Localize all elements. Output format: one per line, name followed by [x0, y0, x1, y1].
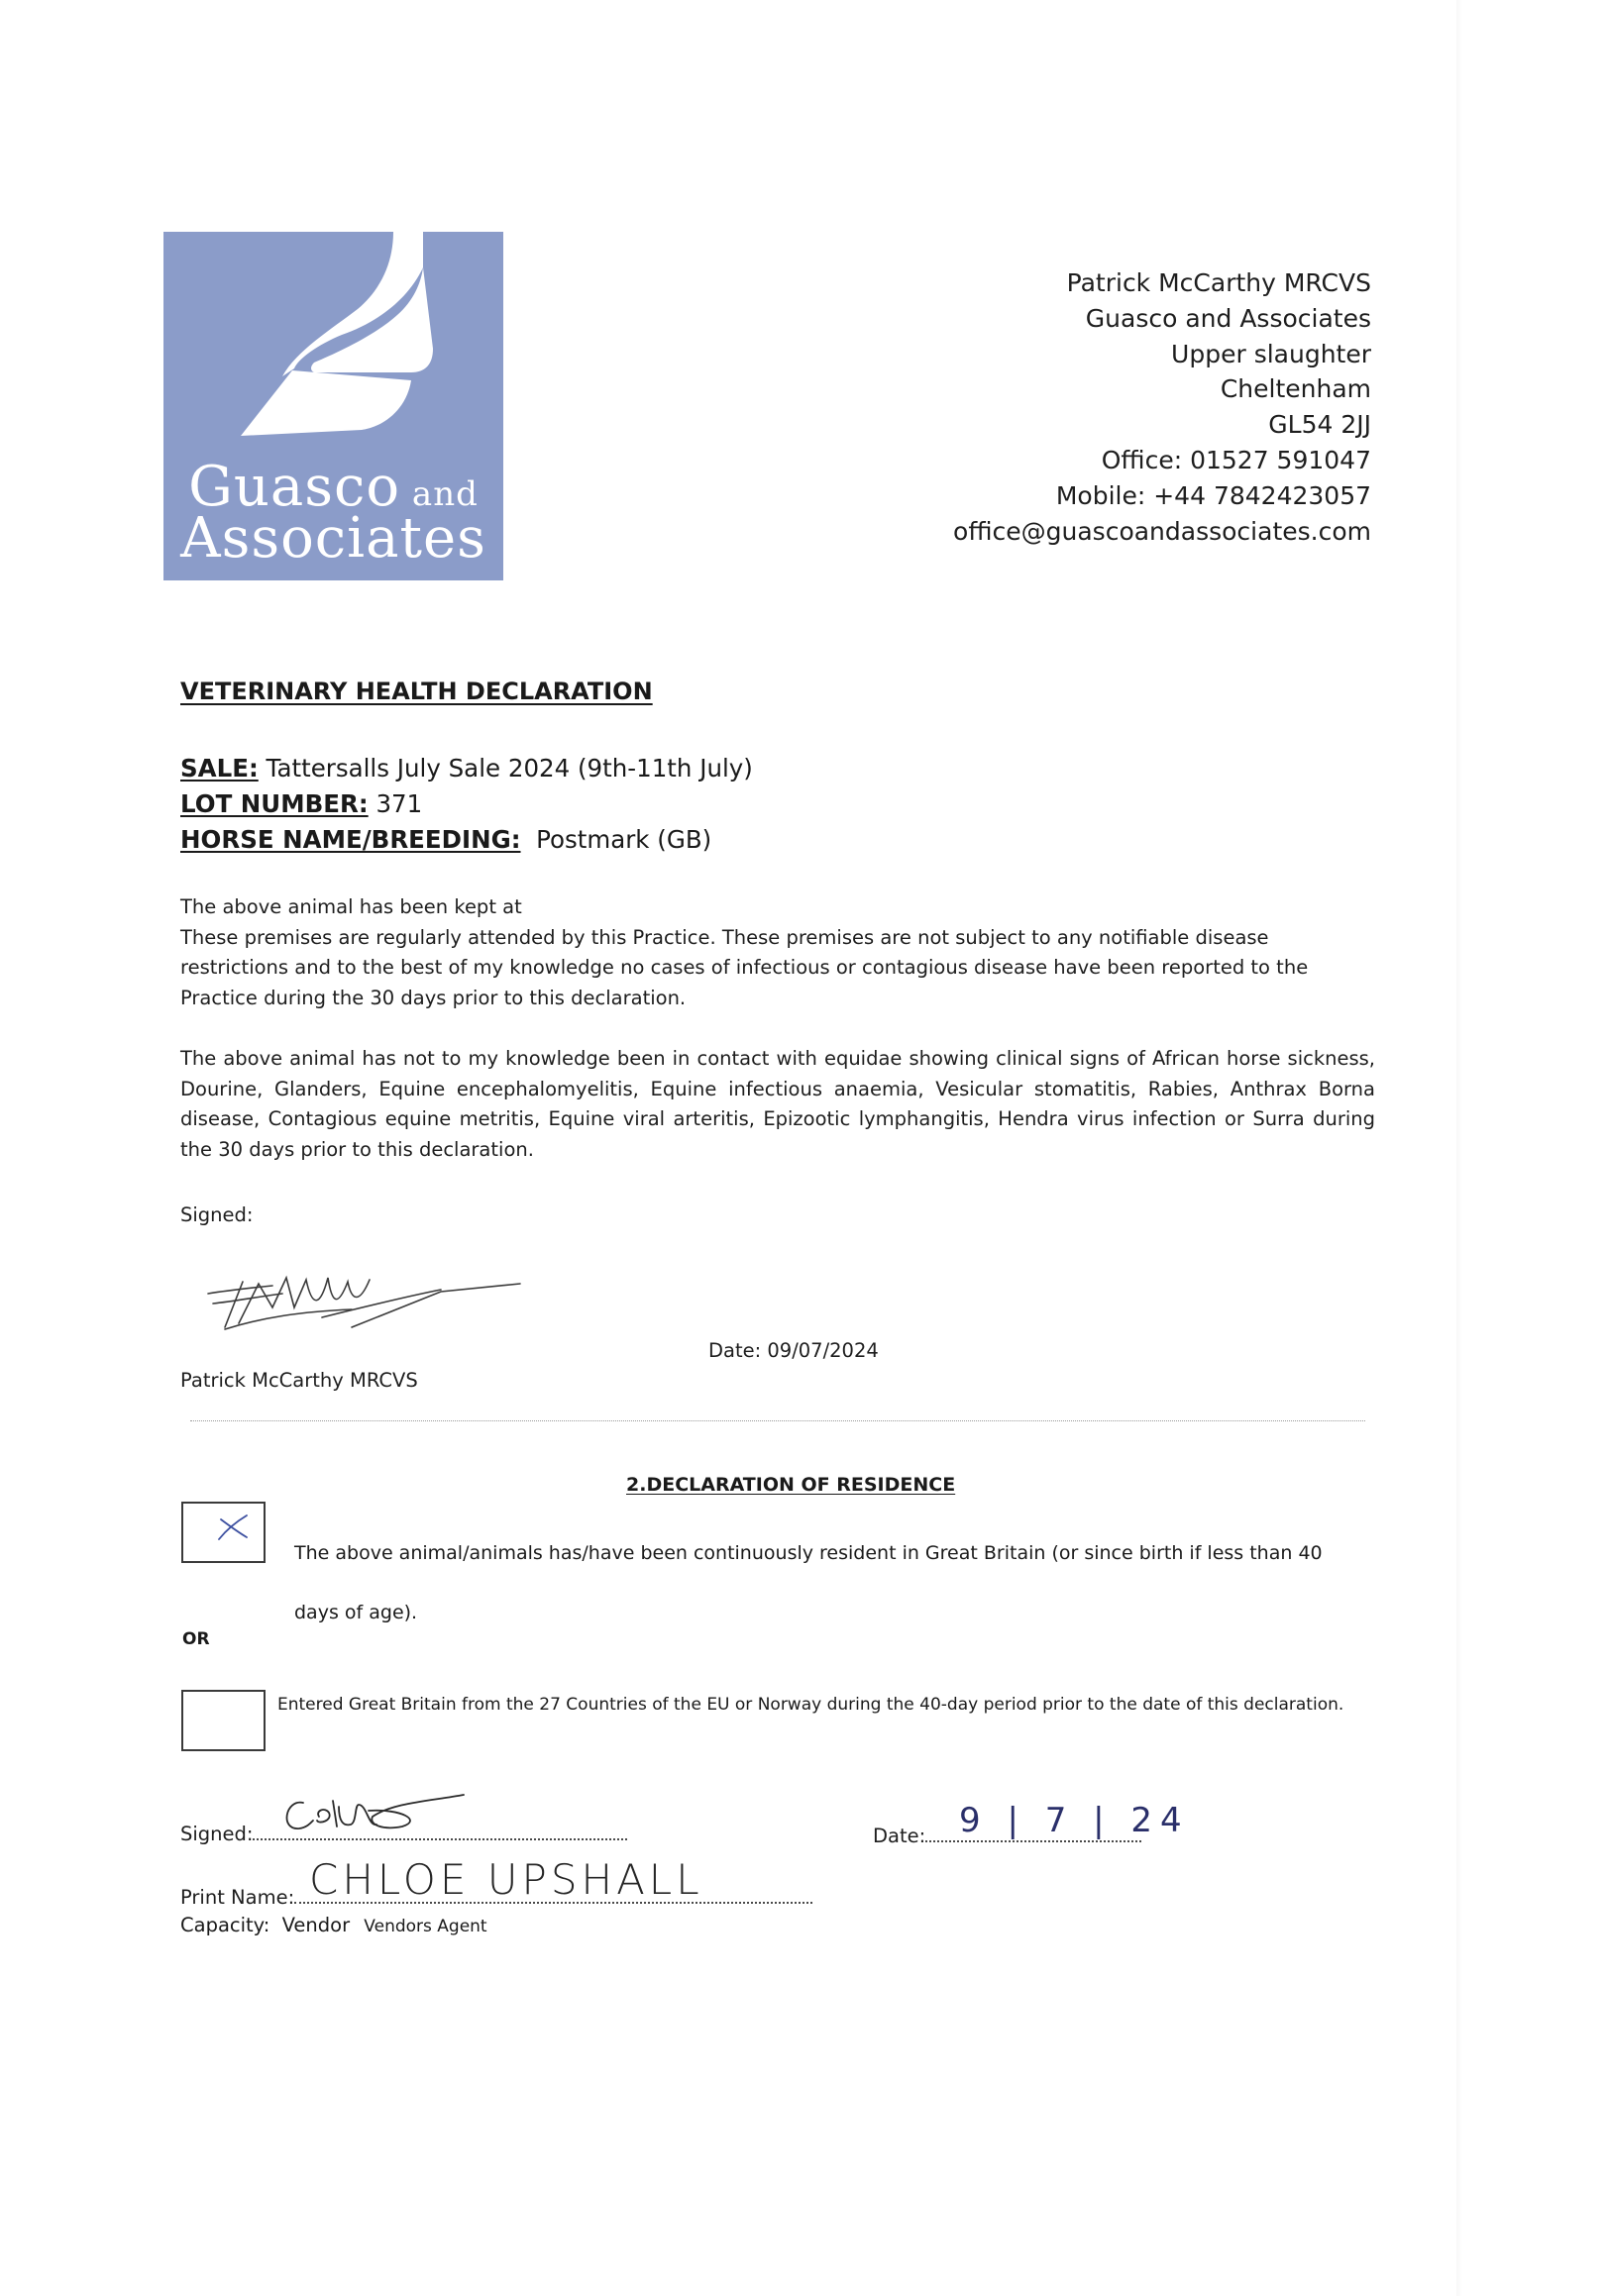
company-logo — [163, 232, 503, 580]
address-line: Cheltenham — [1220, 374, 1371, 404]
resident-option-line2: days of age). — [294, 1602, 418, 1623]
entered-checkbox[interactable] — [181, 1690, 266, 1751]
contact-paragraph — [180, 1044, 1375, 1165]
kept-at-text: The above animal has been kept at — [180, 895, 522, 918]
address-line: Patrick McCarthy MRCVS — [1066, 268, 1371, 297]
horse-row: HORSE NAME/BREEDING: Postmark (GB) — [180, 825, 712, 854]
vet-signature — [203, 1268, 530, 1347]
address-line: Guasco and Associates — [1085, 303, 1371, 333]
resident-option-line1: The above animal/animals has/have been continuously resident in Great Britain (or since birth if less than 40 — [294, 1542, 1323, 1564]
sale-details — [180, 751, 753, 858]
premises-text: These premises are regularly attended by this Practice. These premises are not subject to any notifiable disease restrictions and to the best of my knowledge no cases of infectious or contagious disease have been reported to the Practice during the 30 days prior to this declaration. — [180, 925, 1309, 1009]
capacity-label: Capacity: — [180, 1914, 270, 1936]
address-line: office@guascoandassociates.com — [953, 516, 1371, 546]
practice-address — [953, 265, 1371, 549]
address-line: Mobile: +44 7842423057 — [1055, 480, 1371, 510]
logo-text-line1: Guasco and — [188, 455, 479, 519]
vet-signed-label: Signed: — [180, 1203, 254, 1226]
document-title: VETERINARY HEALTH DECLARATION — [180, 678, 653, 705]
sale-row: SALE: Tattersalls July Sale 2024 (9th-11th July) — [180, 754, 753, 783]
vet-name: Patrick McCarthy MRCVS — [180, 1369, 418, 1392]
print-name-label: Print Name: — [180, 1886, 295, 1909]
section-divider — [190, 1420, 1365, 1421]
vet-date: Date: 09/07/2024 — [708, 1339, 879, 1362]
lot-row: LOT NUMBER: 371 — [180, 789, 423, 818]
vendor-date-handwritten: 9 | 7 | 24 — [959, 1801, 1190, 1840]
vendor-signed-label: Signed: — [180, 1823, 254, 1845]
capacity-agent: Vendors Agent — [364, 1917, 487, 1936]
check-x-icon — [183, 1504, 264, 1561]
address-line: Upper slaughter — [1171, 339, 1371, 368]
vendor-date-label: Date: — [873, 1825, 926, 1847]
or-label: OR — [182, 1629, 210, 1649]
residence-title: 2.DECLARATION OF RESIDENCE — [626, 1474, 956, 1496]
entered-option-text: Entered Great Britain from the 27 Countries of the EU or Norway during the 40-day period prior to the date of this declaration. — [277, 1695, 1344, 1715]
contact-text: The above animal has not to my knowledge been in contact with equidae showing clinical signs of African horse sickness, Dourine, Glanders, Equine encephalomyelitis, Equine infectious anaemia, Vesicular stomatitis, Rabies, Anthrax Borna disease, Contagious equine metritis, Equine viral arteritis, Epizootic lymphangitis, Hendra virus infection or Surra during the 30 days prior to this declaration. — [180, 1047, 1375, 1161]
print-name-handwritten: CHLOE UPSHALL — [309, 1855, 703, 1904]
vendor-signature — [273, 1791, 472, 1840]
capacity-row — [180, 1914, 487, 1936]
page-edge-shadow — [1456, 0, 1462, 2296]
resident-checkbox[interactable] — [181, 1502, 266, 1563]
logo-text-line2: Associates — [180, 506, 486, 571]
address-line: Office: 01527 591047 — [1101, 445, 1371, 474]
premises-paragraph — [180, 892, 1375, 1013]
address-line: GL54 2JJ — [1268, 410, 1371, 440]
capacity-vendor: Vendor — [281, 1914, 351, 1936]
